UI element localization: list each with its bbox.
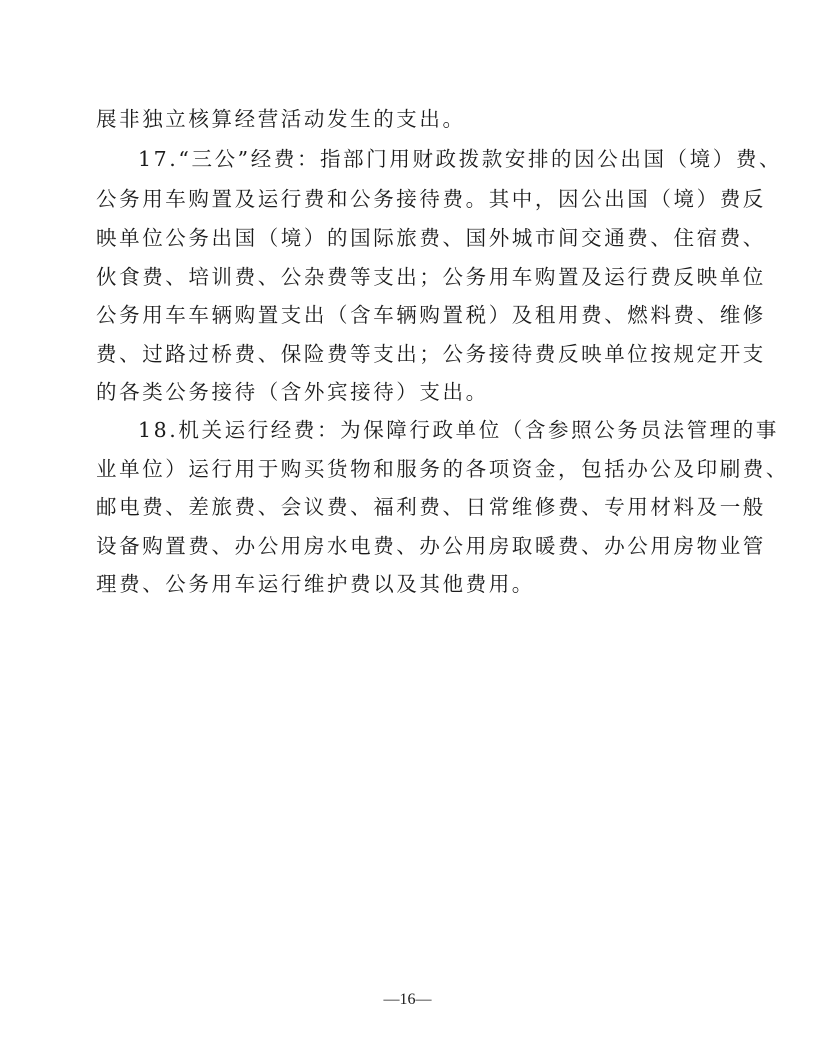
paragraph-18-line-1: 18.机关运行经费：为保障行政单位（含参照公务员法管理的事	[138, 418, 779, 442]
paragraph-18-line-4: 设备购置费、办公用房水电费、办公用房取暖费、办公用房物业管	[96, 534, 766, 558]
page-number: —16—	[383, 991, 432, 1008]
text-line-1: 展非独立核算经营活动发生的支出。	[96, 107, 466, 131]
paragraph-17-line-3: 映单位公务出国（境）的国际旅费、国外城市间交通费、住宿费、	[96, 226, 766, 250]
paragraph-18-line-2: 业单位）运行用于购买货物和服务的各项资金，包括办公及印刷费、	[96, 457, 789, 481]
paragraph-17-line-2: 公务用车购置及运行费和公务接待费。其中，因公出国（境）费反	[96, 187, 766, 211]
paragraph-17-line-4: 伙食费、培训费、公杂费等支出；公务用车购置及运行费反映单位	[96, 265, 766, 289]
paragraph-17-line-1: 17.“三公”经费：指部门用财政拨款安排的因公出国（境）费、	[138, 147, 783, 171]
paragraph-18-line-5: 理费、公务用车运行维护费以及其他费用。	[96, 572, 535, 596]
paragraph-17-line-7: 的各类公务接待（含外宾接待）支出。	[96, 380, 489, 404]
paragraph-18-line-3: 邮电费、差旅费、会议费、福利费、日常维修费、专用材料及一般	[96, 495, 766, 519]
paragraph-17-line-5: 公务用车车辆购置支出（含车辆购置税）及租用费、燃料费、维修	[96, 303, 766, 327]
paragraph-17-line-6: 费、过路过桥费、保险费等支出；公务接待费反映单位按规定开支	[96, 342, 766, 366]
